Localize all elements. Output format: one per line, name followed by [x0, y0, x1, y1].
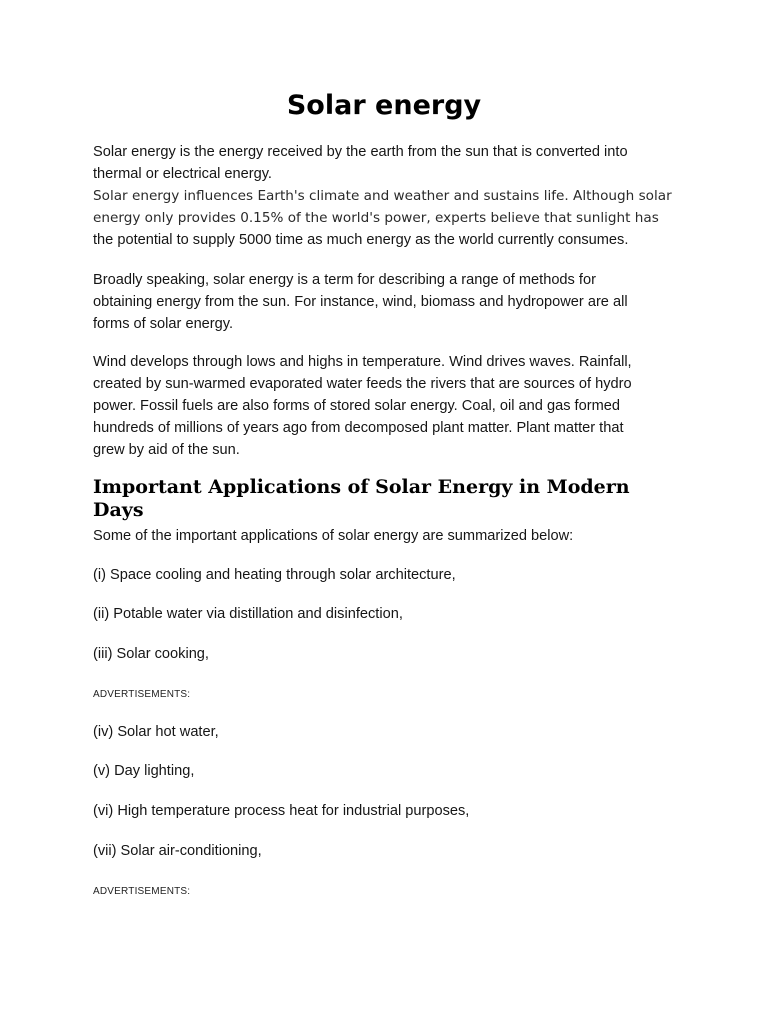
- section-heading: [93, 476, 693, 522]
- paragraph-methods-line-2: obtaining energy from the sun. For instance, wind, biomass and hydropower are all: [93, 294, 628, 310]
- section-intro: Some of the important applications of solar energy are summarized below:: [93, 528, 574, 544]
- section-heading-line-1: Important Applications of Solar Energy in Modern: [93, 476, 630, 498]
- list-item: (v) Day lighting,: [93, 763, 195, 779]
- intro-line-1: Solar energy is the energy received by the earth from the sun that is converted into: [93, 144, 628, 160]
- list-item: (iv) Solar hot water,: [93, 724, 219, 740]
- paragraph-wind: [93, 351, 683, 461]
- advertisement-label: ADVERTISEMENTS:: [93, 689, 191, 700]
- intro-alt-line-1: Solar energy influences Earth's climate and weather and sustains life. Although solar: [93, 188, 672, 204]
- advertisement-label: ADVERTISEMENTS:: [93, 886, 191, 897]
- paragraph-methods: [93, 269, 683, 335]
- intro-paragraph: [93, 141, 683, 251]
- section-heading-line-2: Days: [93, 499, 144, 521]
- intro-line-2: thermal or electrical energy.: [93, 166, 272, 182]
- list-item: (vii) Solar air-conditioning,: [93, 843, 262, 859]
- list-item: (ii) Potable water via distillation and disinfection,: [93, 606, 403, 622]
- paragraph-methods-line-3: forms of solar energy.: [93, 316, 234, 332]
- paragraph-wind-line-3: power. Fossil fuels are also forms of stored solar energy. Coal, oil and gas formed: [93, 398, 620, 414]
- intro-closing-line: the potential to supply 5000 time as much energy as the world currently consumes.: [93, 232, 629, 248]
- paragraph-wind-line-4: hundreds of millions of years ago from decomposed plant matter. Plant matter that: [93, 420, 624, 436]
- paragraph-wind-line-5: grew by aid of the sun.: [93, 442, 240, 458]
- paragraph-wind-line-1: Wind develops through lows and highs in temperature. Wind drives waves. Rainfall,: [93, 354, 632, 370]
- list-item: (i) Space cooling and heating through solar architecture,: [93, 567, 456, 583]
- list-item: (vi) High temperature process heat for industrial purposes,: [93, 803, 470, 819]
- paragraph-wind-line-2: created by sun-warmed evaporated water feeds the rivers that are sources of hydro: [93, 376, 632, 392]
- paragraph-methods-line-1: Broadly speaking, solar energy is a term for describing a range of methods for: [93, 272, 596, 288]
- list-item: (iii) Solar cooking,: [93, 646, 209, 662]
- page-title: Solar energy: [286, 90, 482, 121]
- intro-alt-line-2: energy only provides 0.15% of the world's power, experts believe that sunlight has: [93, 210, 659, 226]
